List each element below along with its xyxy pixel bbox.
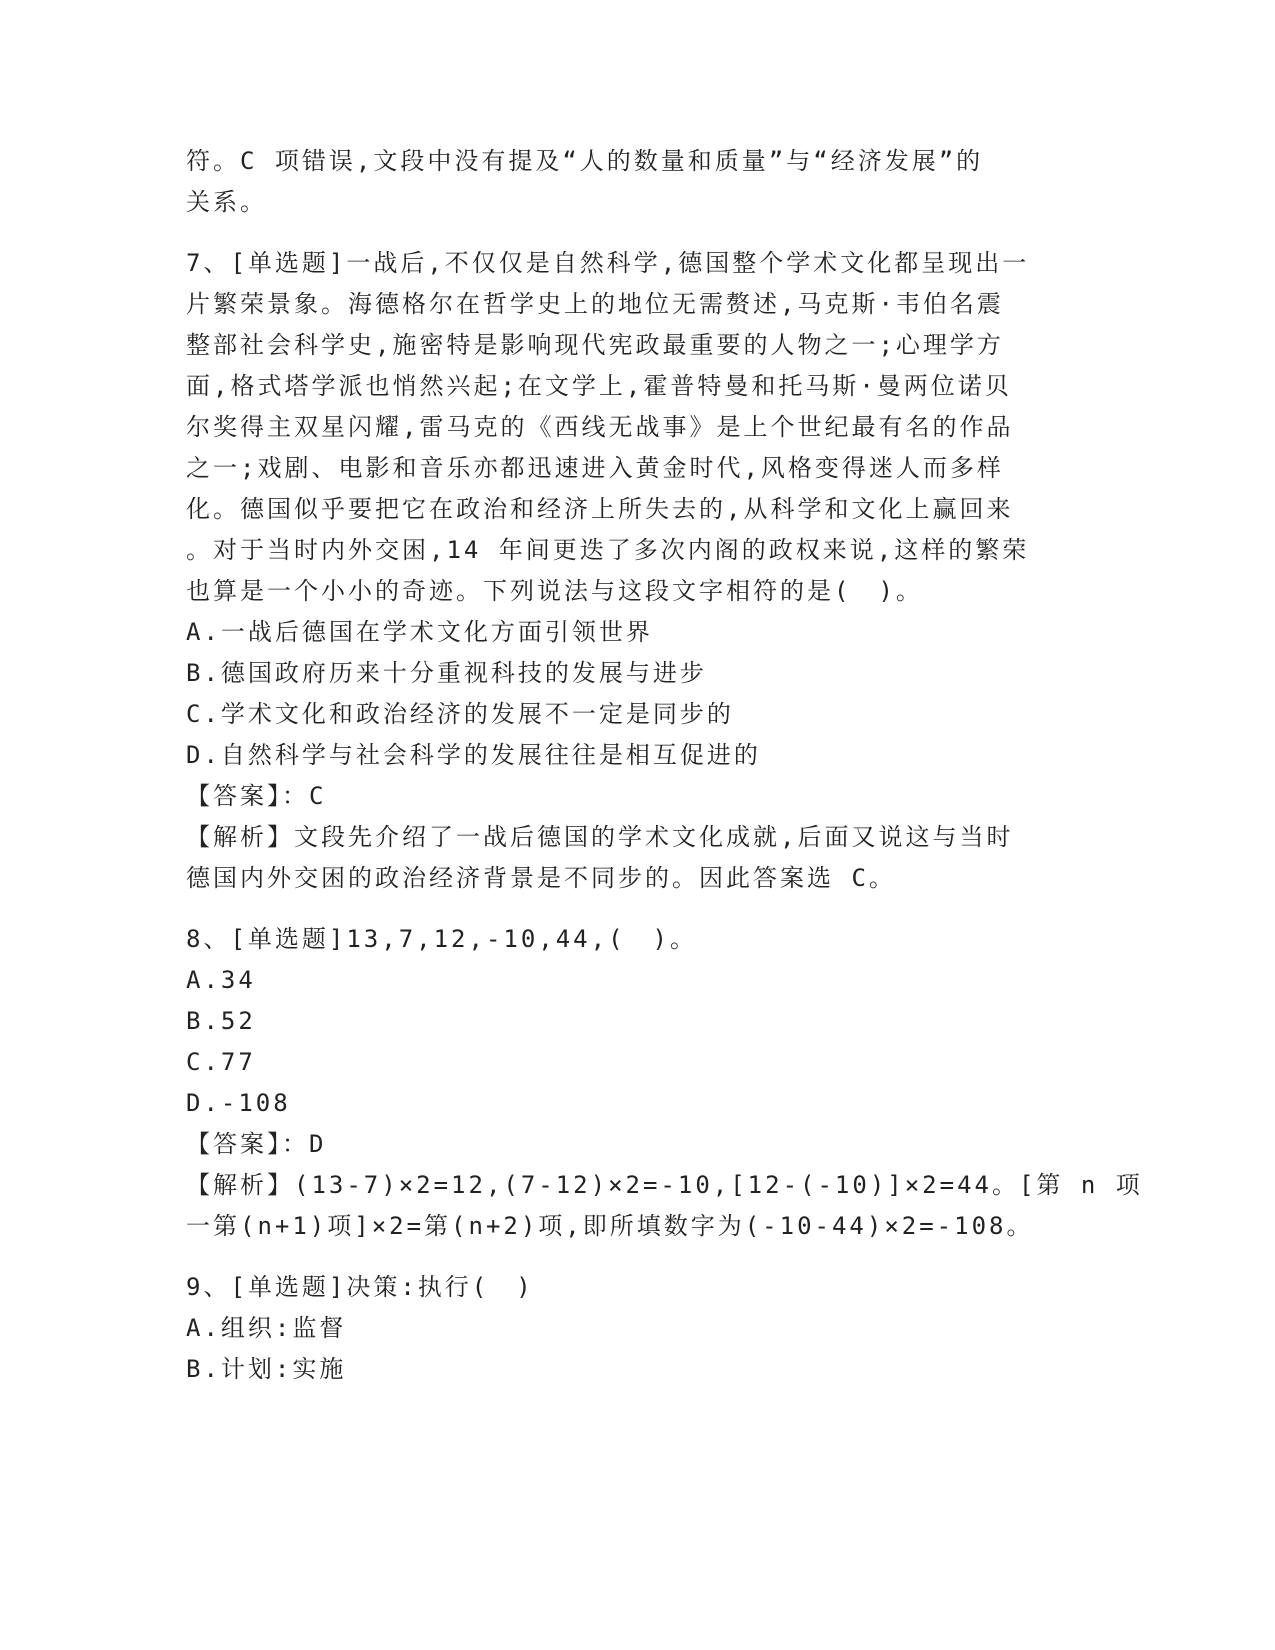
question-stem-line: 也算是一个小小的奇迹。下列说法与这段文字相符的是( )。	[186, 577, 923, 605]
option-b: B.52	[186, 1007, 256, 1035]
analysis-line: 德国内外交困的政治经济背景是不同步的。因此答案选 C。	[186, 864, 896, 892]
analysis-line: 【解析】文段先介绍了一战后德国的学术文化成就,后面又说这与当时	[186, 823, 1014, 851]
question-stem-line: 之一;戏剧、电影和音乐亦都迅速进入黄金时代,风格变得迷人而多样	[186, 454, 1004, 482]
question-stem-line: 化。德国似乎要把它在政治和经济上所失去的,从科学和文化上赢回来	[186, 495, 1014, 523]
analysis-line: 【解析】(13-7)×2=12,(7-12)×2=-10,[12-(-10)]×2=44。[第 n 项	[186, 1171, 1143, 1199]
analysis-line: 符。C 项错误,文段中没有提及“人的数量和质量”与“经济发展”的	[186, 147, 984, 175]
question-stem-line: 片繁荣景象。海德格尔在哲学史上的地位无需赘述,马克斯·韦伯名震	[186, 290, 1004, 318]
option-a: A.34	[186, 966, 256, 994]
question-stem-line: 尔奖得主双星闪耀,雷马克的《西线无战事》是上个世纪最有名的作品	[186, 413, 1014, 441]
question-stem-line: 面,格式塔学派也悄然兴起;在文学上,霍普特曼和托马斯·曼两位诺贝	[186, 372, 1012, 400]
option-a: A.组织:监督	[186, 1314, 347, 1342]
analysis-line: 关系。	[186, 188, 267, 216]
option-c: C.77	[186, 1048, 256, 1076]
question-stem-line: 8、[单选题]13,7,12,-10,44,( )。	[186, 925, 697, 953]
option-d: D.自然科学与社会科学的发展往往是相互促进的	[186, 741, 761, 769]
question-stem-line: 。对于当时内外交困,14 年间更迭了多次内阁的政权来说,这样的繁荣	[186, 536, 1030, 564]
option-c: C.学术文化和政治经济的发展不一定是同步的	[186, 700, 734, 728]
analysis-line: 一第(n+1)项]×2=第(n+2)项,即所填数字为(-10-44)×2=-108。	[186, 1212, 1034, 1240]
question-stem-line: 整部社会科学史,施密特是影响现代宪政最重要的人物之一;心理学方	[186, 331, 1004, 359]
answer-line: 【答案】：C	[186, 782, 327, 810]
option-d: D.-108	[186, 1089, 291, 1117]
answer-line: 【答案】：D	[186, 1130, 327, 1158]
option-b: B.计划:实施	[186, 1355, 347, 1383]
option-a: A.一战后德国在学术文化方面引领世界	[186, 618, 653, 646]
question-stem-line: 7、[单选题]一战后,不仅仅是自然科学,德国整个学术文化都呈现出一	[186, 249, 1030, 277]
option-b: B.德国政府历来十分重视科技的发展与进步	[186, 659, 707, 687]
question-stem-line: 9、[单选题]决策:执行( )	[186, 1273, 534, 1301]
